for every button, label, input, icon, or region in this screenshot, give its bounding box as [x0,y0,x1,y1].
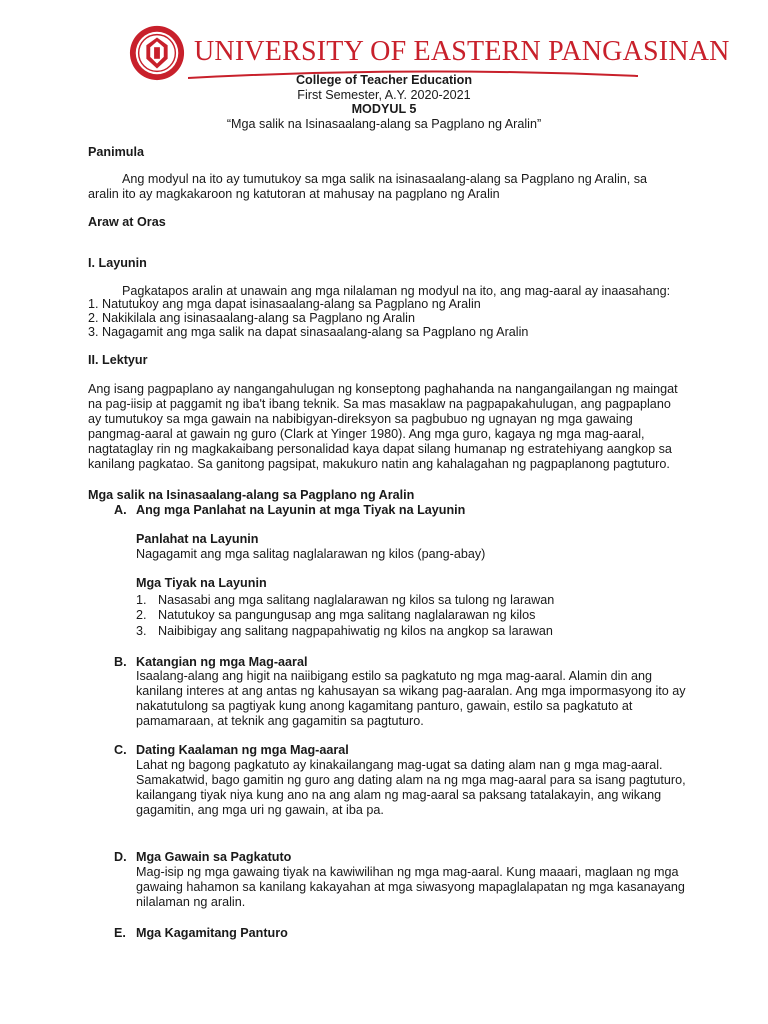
section-d-line: gawaing hahamon sa kanilang kakayahan at mga siwasyong mapaglalapatan ng mga kasanayang [136,880,685,894]
layunin-intro: Pagkatapos aralin at unawain ang mga nilalaman ng modyul na ito, ang mag-aaral ay inaasahang: [122,284,671,298]
section-d-letter: D. [114,850,127,864]
tiyak-list-item [136,608,696,623]
semester-line: First Semester, A.Y. 2020-2021 [297,88,471,102]
section-e-heading: Mga Kagamitang Panturo [136,926,288,940]
list-text: Natutukoy sa pangungusap ang mga salitang naglalarawan ng kilos [158,608,536,622]
list-number: 1. [136,593,147,607]
section-c-line: Samakatwid, bago gamitin ng guro ang dating alam na ng mga mag-aaral para sa isang pagtuturo, [136,773,686,787]
layunin-item: 1. Natutukoy ang mga dapat isinasaalang-alang sa Pagplano ng Aralin [88,297,481,311]
college-name: College of Teacher Education [295,73,473,87]
lektyur-line: nagtataglay rin ng magkakaibang personalidad kaya dapat silang humanap ng estratehiyang aangkop sa [88,442,672,456]
section-c-line: gagamitin, ang mga uri ng gawain, at iba pa. [136,803,384,817]
section-c-letter: C. [114,743,127,757]
tiyak-heading: Mga Tiyak na Layunin [136,576,267,590]
section-b-heading: Katangian ng mga Mag-aaral [136,655,308,669]
module-number: MODYUL 5 [351,102,417,116]
section-b-letter: B. [114,655,127,669]
panimula-heading: Panimula [88,145,144,159]
lektyur-line: pangmag-aaral at gawain ng guro (Clark at Yinger 1980). Ang mga guro, kagaya ng mga mag-aaral, [88,427,645,441]
lektyur-line: na pag-iisip at paggamit ng iba't ibang teknik. Sa mas masaklaw na pagpapakahulugan, ang pagpaplano [88,397,671,411]
section-b-line: nakatutulong sa pagtiyak kung anong kagamitang panturo, gawain, estilo sa pagkatuto at [136,699,633,713]
list-number: 3. [136,624,147,638]
section-d-line: Mag-isip ng mga gawaing tiyak na kawiwilihan ng mga mag-aaral. Kung maaari, maglaan ng mga [136,865,679,879]
section-c-line: kailangang tiyak niya kung ano na ang alam ng mag-aaral sa paksang tatalakayin, ang wikang [136,788,662,802]
panlahat-heading: Panlahat na Layunin [136,532,259,546]
university-name: UNIVERSITY OF EASTERN PANGASINAN [194,36,730,67]
panimula-line-2: aralin ito ay magkakaroon ng katutoran at mahusay na pagplano ng Aralin [88,187,500,201]
layunin-heading: I. Layunin [88,256,147,270]
tiyak-list-item [136,593,696,608]
panimula-line-1: Ang modyul na ito ay tumutukoy sa mga salik na isinasaalang-alang sa Pagplano ng Aralin, sa [122,172,648,186]
salik-heading: Mga salik na Isinasaalang-alang sa Pagplano ng Aralin [88,488,415,502]
lektyur-line: ay tumutukoy sa mga gawain na nabibigyan-direksyon sa pagbubuo ng ugnayan ng mga gawaing [88,412,633,426]
section-c-line: Lahat ng bagong pagkatuto ay kinakailangang mag-ugat sa dating alam nan g mga mag-aaral. [136,758,663,772]
section-b-line: pamamaraan, at teknik ang gagamitin sa pagtuturo. [136,714,424,728]
list-text: Naibibigay ang salitang nagpapahiwatig ng kilos na angkop sa larawan [158,624,553,638]
lektyur-heading: II. Lektyur [88,353,148,367]
section-d-heading: Mga Gawain sa Pagkatuto [136,850,292,864]
layunin-item: 2. Nakikilala ang isinasaalang-alang sa Pagplano ng Aralin [88,311,415,325]
section-b-line: Isaalang-alang ang higit na naiibigang estilo sa pagkatuto ng mga mag-aaral. Alamin din ang [136,669,652,683]
section-c-heading: Dating Kaalaman ng mga Mag-aaral [136,743,349,757]
section-a-letter: A. [114,503,127,517]
section-b-line: kanilang interes at ang antas ng kahusayan sa wikang pag-aaralan. Ang mga impormasyong ito ay [136,684,686,698]
layunin-item: 3. Nagagamit ang mga salik na dapat sinasaalang-alang sa Pagplano ng Aralin [88,325,529,339]
tiyak-list-item [136,624,696,639]
section-e-letter: E. [114,926,126,940]
list-text: Nasasabi ang mga salitang naglalarawan ng kilos sa tulong ng larawan [158,593,555,607]
lektyur-line: kanilang pagkatao. Sa ganitong pagsipat, makukuro natin ang kahalagahan ng pagpaplanong pagtuturo. [88,457,670,471]
module-title: “Mga salik na Isinasaalang-alang sa Pagplano ng Aralin” [226,117,542,131]
panlahat-text: Nagagamit ang mga salitag naglalarawan ng kilos (pang-abay) [136,547,486,561]
araw-at-oras-heading: Araw at Oras [88,215,166,229]
lektyur-line: Ang isang pagpaplano ay nangangahulugan ng konseptong paghahanda na nangangailangan ng maingat [88,382,678,396]
list-number: 2. [136,608,147,622]
section-a-heading: Ang mga Panlahat na Layunin at mga Tiyak na Layunin [136,503,466,517]
section-d-line: nilalaman ng aralin. [136,895,246,909]
